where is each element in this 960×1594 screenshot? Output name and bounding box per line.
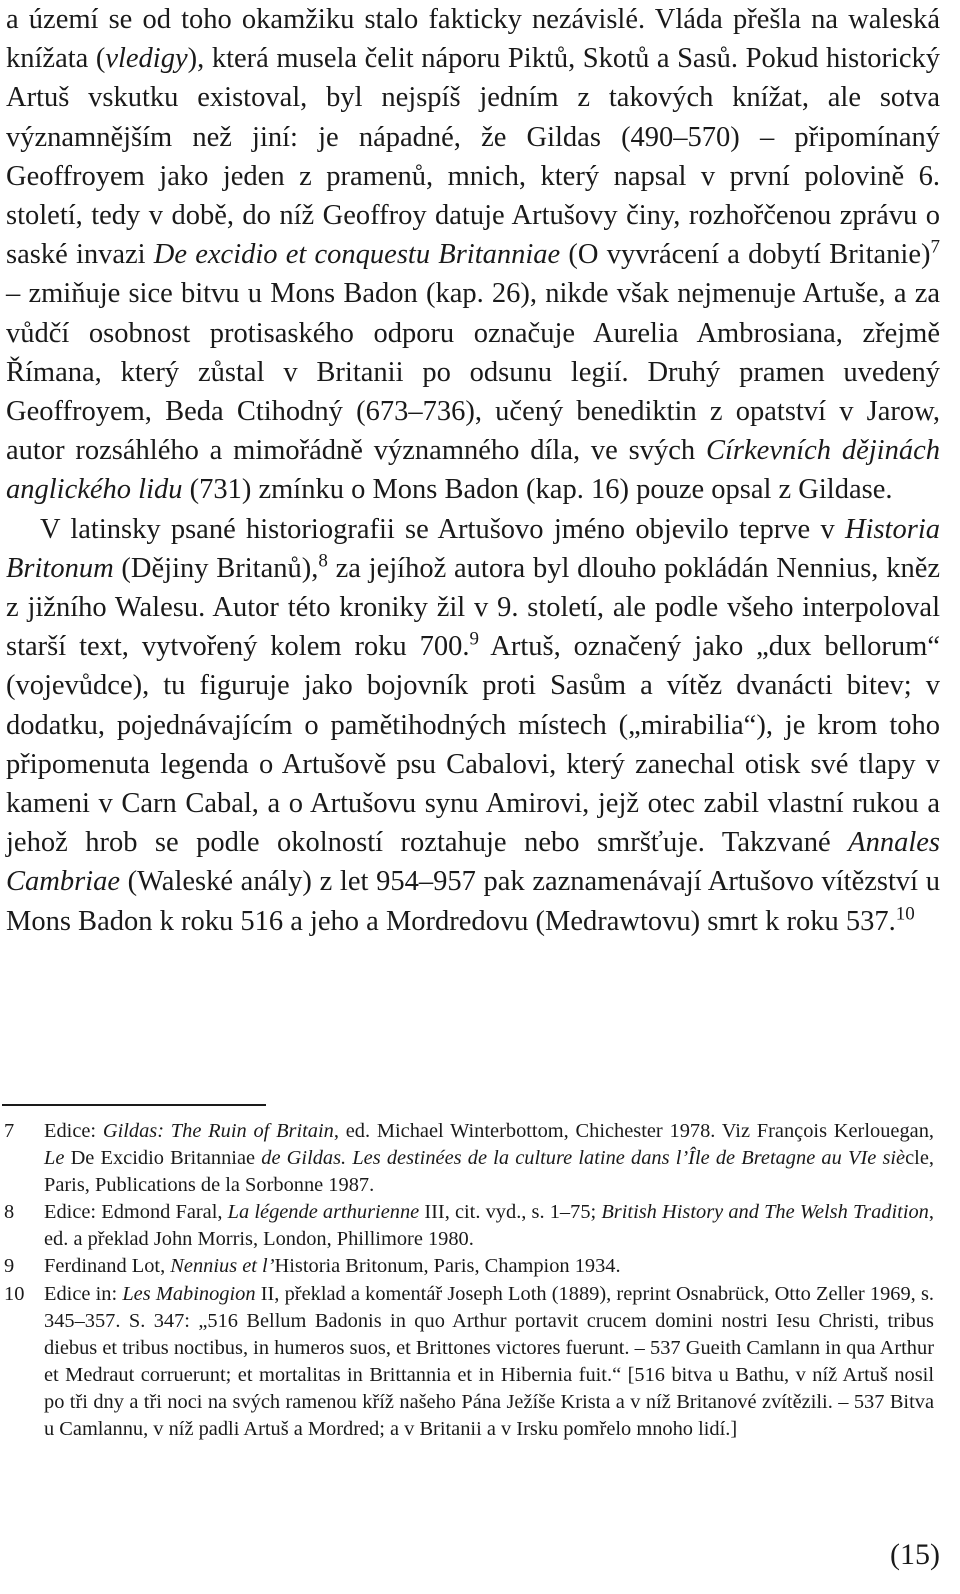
text-run: Historia Britonum, Paris, Champion 1934. (274, 1255, 621, 1278)
footnote-9 (0, 1253, 934, 1280)
footnote-7 (0, 1118, 934, 1199)
text-run: a území se od toho okamžiku stalo fakticky nezávislé. Vláda přešla na waleská knížata ( (6, 4, 940, 75)
text-run: ), která musela čelit náporu Piktů, Skotů a Sasů. Pokud historický Artuš vskutku existoval, byl nejspíš jedním z takových knížat, ale sotva významnějším než jiní: je nápadné, že Gildas (490–570) – připomínaný Geoffroyem jako jeden z pramenů, mnich, který napsal v první polovině 6. století, tedy v době, do níž Geoffroy datuje Artušovy činy, rozhořčenou zprávu o saské invazi (6, 43, 941, 271)
italic-term: vledigy (105, 43, 188, 75)
footnote-text (44, 1118, 934, 1199)
page-number: (15) (890, 1538, 940, 1571)
footnote-number: 9 (4, 1255, 15, 1278)
footnote-10 (0, 1281, 934, 1444)
footnote-ref-10[interactable]: 10 (895, 903, 915, 925)
paragraph-2 (6, 510, 940, 941)
text-run: cle, Paris, Publications de la Sorbonne 1987. (44, 1147, 934, 1197)
book-title: de Gildas. Les destinées de la culture latine dans l’Île de Bretagne au VIe siè (261, 1147, 906, 1170)
text-run: (O vyvrácení a dobytí Britanie) (560, 239, 931, 271)
text-run: za jejíhož autora byl dlouho pokládán Nennius, kněz z jižního Walesu. Autor této kroniky žil v 9. století, ale podle všeho interpoloval starší text, vytvořený kolem roku 700. (6, 552, 940, 663)
footnote-text (44, 1253, 934, 1280)
text-run: Edice: Edmond Faral, (44, 1201, 228, 1224)
text-run: Artuš, označený jako „dux bellorum“ (vojevůdce), tu figuruje jako bojovník proti Sasům a vítěz dvanácti bitev; v dodatku, pojednávajícím o pamětihodných místech („mirabilia“), je krom toho připomenuta legenda o Artušově psu Cabalovi, který zanechal otisk své tlapy v kameni v Carn Cabal, a o Artušovu synu Amirovi, jejž otec zabil vlastní rukou a jehož hrob se podle okolností roztahuje nebo smršťuje. Takzvané (6, 631, 940, 859)
footnote-ref-9[interactable]: 9 (469, 628, 479, 650)
footnote-ref-8[interactable]: 8 (318, 550, 328, 572)
book-title: Gildas: The Ruin of Britain (102, 1120, 334, 1142)
footnote-number: 8 (4, 1201, 15, 1224)
footnote-8 (0, 1199, 934, 1253)
text-run: Ferdinand Lot, (44, 1255, 171, 1278)
book-page (6, 0, 940, 941)
book-title: Církevních dějinách anglického lidu (6, 435, 941, 506)
book-title: Les Mabinogion (122, 1282, 256, 1305)
text-run: V latinsky psané historiografii se Artušovo jméno objevilo teprve v (40, 513, 845, 545)
footnote-number: 10 (4, 1282, 25, 1305)
footnotes (0, 1118, 934, 1443)
book-title: La légende arthurienne (227, 1201, 420, 1224)
text-run: (Dějiny Britanů), (113, 552, 319, 584)
book-title: Historia Britonum (6, 513, 940, 584)
text-run: Edice: (44, 1120, 103, 1142)
text-run: (731) zmínku o Mons Badon (kap. 16) pouze opsal z Gildase. (182, 474, 893, 506)
text-run: , ed. Michael Winterbottom, Chichester 1978. Viz François Kerlouegan, (333, 1120, 934, 1142)
paragraph-1 (6, 0, 940, 510)
text-run: III, cit. vyd., s. 1–75; (419, 1201, 602, 1224)
book-title: Le (44, 1147, 65, 1170)
footnote-number: 7 (4, 1120, 15, 1142)
footnote-separator (2, 1104, 266, 1106)
text-run: II, překlad a komentář Joseph Loth (1889), reprint Osnabrück, Otto Zeller 1969, s. 345–357. S. 347: „516 Bellum Badonis in quo Arthur portavit crucem domini nostri Iesu Christi, tribus diebus et tribus noctibus, in humeros suos, et Brittones victores fuerunt. – 537 Gueith Camlann in qua Arthur et Medraut corruerunt; et mortalitas in Brittannia et in Hibernia fuit.“ [516 bitva u Bathu, v níž Artuš nosil po tři dny a tři noci na svých ramenou kříž našeho Pána Ježíše Krista a v níž Britanové zvítězili. – 537 Bitva u Camlannu, v níž padli Artuš a Mordred; a v Britanii a v Irsku pomřelo mnoho lidí.] (44, 1282, 934, 1441)
text-run: De Excidio Britanniae (64, 1147, 262, 1170)
book-title: Annales Cambriae (6, 827, 940, 898)
text-run: , ed. a překlad John Morris, London, Phillimore 1980. (44, 1201, 934, 1251)
book-title: British History and The Welsh Tradition (601, 1201, 929, 1224)
text-run: Edice in: (44, 1282, 123, 1305)
footnote-text (44, 1199, 934, 1253)
book-title: De excidio et conquestu Britanniae (153, 239, 561, 271)
text-run: (Waleské anály) z let 954–957 pak zaznamenávají Artušovo vítězství u Mons Badon k roku 516 a jeho a Mordredovu (Medrawtovu) smrt k roku 537. (6, 866, 940, 937)
book-title: Nennius et l’ (170, 1255, 275, 1278)
footnote-text (44, 1281, 934, 1444)
footnote-ref-7[interactable]: 7 (930, 236, 940, 258)
main-text (6, 0, 940, 941)
text-run: – zmiňuje sice bitvu u Mons Badon (kap. 26), nikde však nejmenuje Artuše, a za vůdčí osobnost protisaského odporu označuje Aurelia Ambrosiana, zřejmě Římana, který zůstal v Britanii po odsunu legií. Druhý pramen uvedený Geoffroyem, Beda Ctihodný (673–736), učený benediktin z opatství v Jarow, autor rozsáhlého a mimořádně významného díla, ve svých (6, 278, 940, 467)
